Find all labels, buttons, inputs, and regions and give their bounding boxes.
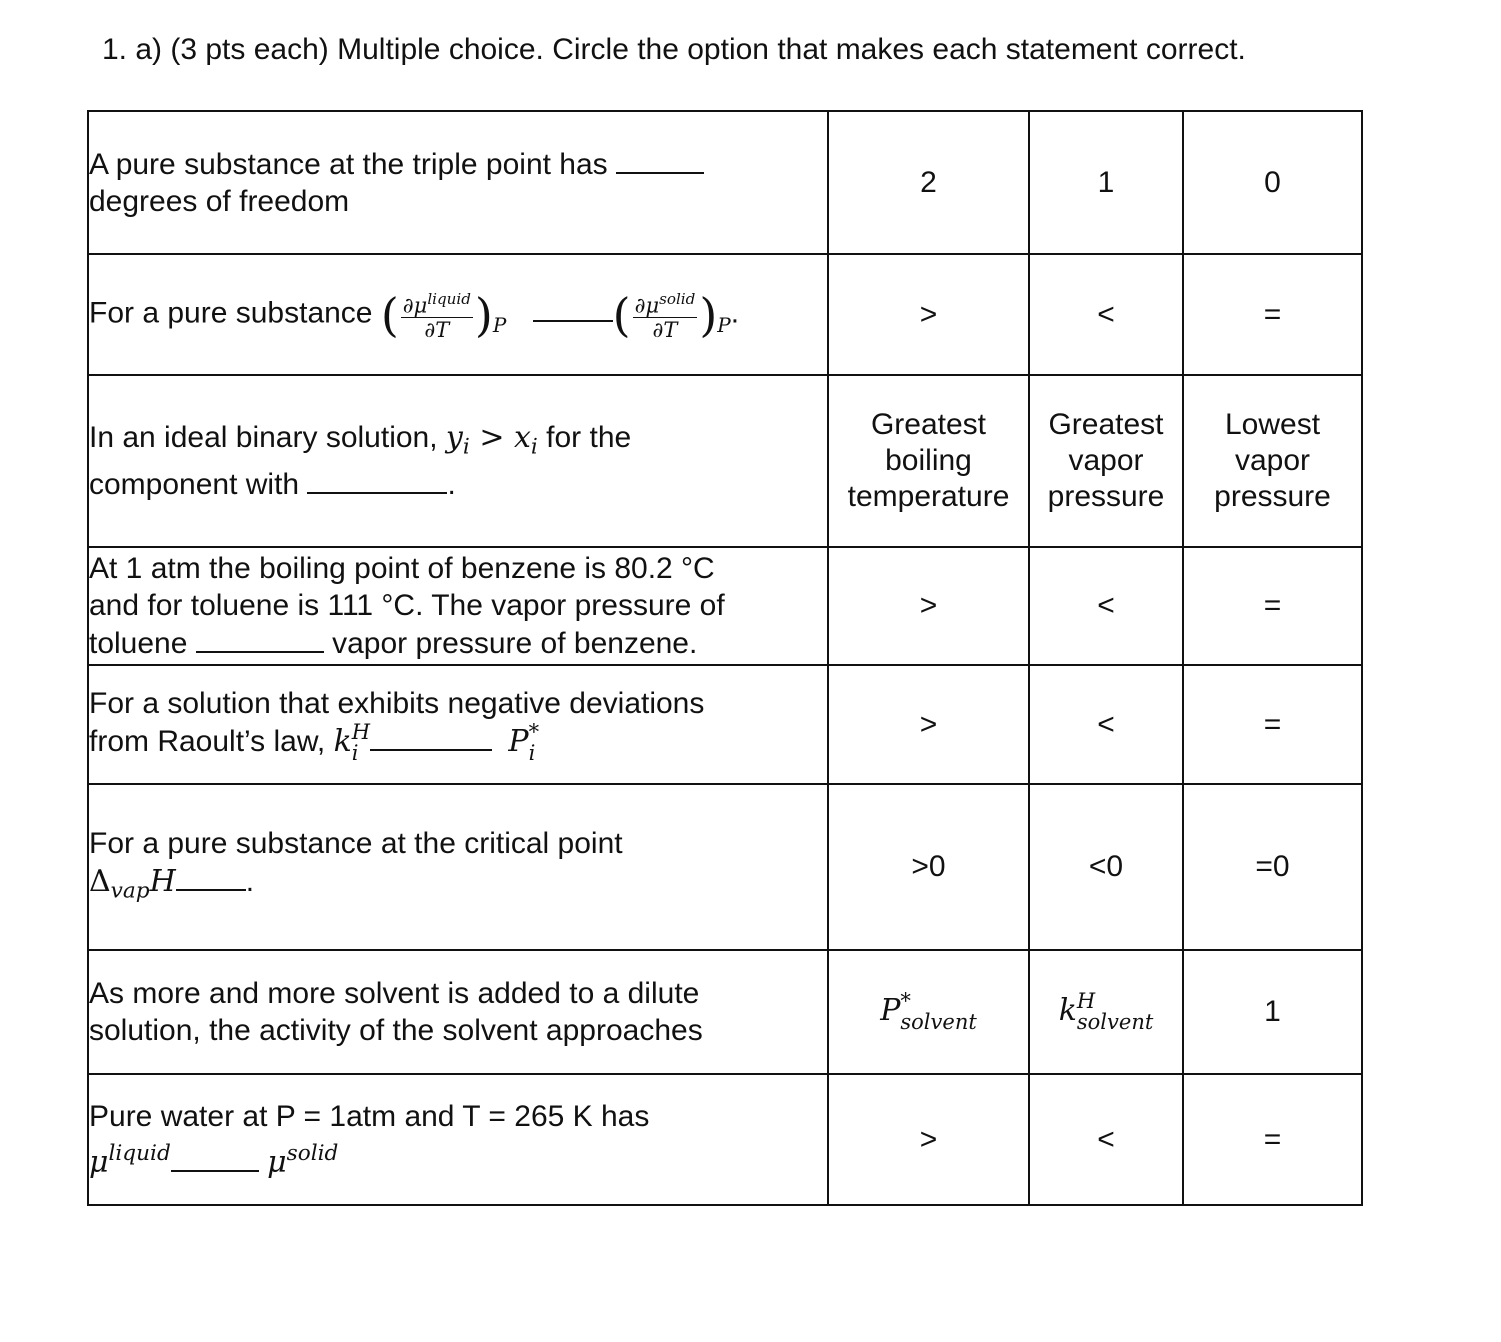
q3-option-c[interactable]: Lowest vapor pressure bbox=[1183, 375, 1362, 547]
q8-line-1: Pure water at P = 1atm and T = 265 K has bbox=[89, 1100, 650, 1134]
multiple-choice-table bbox=[87, 110, 1363, 1206]
q1-blank bbox=[616, 145, 704, 174]
q7-option-a[interactable]: P * solvent bbox=[828, 950, 1029, 1074]
q2-liquid-derivative: ( $\partial\mu^{liquid}$ ∂T ) P bbox=[380, 287, 507, 343]
question-1-statement bbox=[88, 111, 828, 254]
q7-line-2: solution, the activity of the solvent approaches bbox=[89, 1014, 703, 1047]
q6-option-c[interactable]: =0 bbox=[1183, 784, 1362, 950]
q8-mu-solid: $\mu^{solid}$ bbox=[267, 1141, 339, 1180]
question-5-statement bbox=[88, 665, 828, 784]
question-7-statement bbox=[88, 950, 828, 1074]
question-8-statement bbox=[88, 1074, 828, 1205]
q3-option-a[interactable]: Greatest boiling temperature bbox=[828, 375, 1029, 547]
question-row-4 bbox=[88, 547, 1362, 665]
q5-option-b[interactable]: < bbox=[1029, 665, 1183, 784]
q3-text: In an ideal binary solution, bbox=[89, 420, 438, 454]
q1-option-b[interactable]: 1 bbox=[1029, 111, 1183, 254]
q8-blank bbox=[171, 1143, 259, 1172]
question-2-statement: For a pure substance ( $\partial\mu^{liquid}$ ∂T ) P ( $\partial\mu^{solid}$ ∂T ) P . bbox=[88, 254, 828, 375]
q3-inequality: $y_i > x_i$ bbox=[445, 419, 538, 460]
q3-blank bbox=[307, 465, 447, 494]
q6-option-b[interactable]: <0 bbox=[1029, 784, 1183, 950]
q8-option-a[interactable]: > bbox=[828, 1074, 1029, 1205]
q8-option-c[interactable]: = bbox=[1183, 1074, 1362, 1205]
q3-text2: component with bbox=[89, 468, 308, 502]
q1-text2: degrees of freedom bbox=[89, 185, 350, 218]
q6-blank bbox=[176, 862, 246, 891]
question-row-5 bbox=[88, 665, 1362, 784]
q4-line-1: At 1 atm the boiling point of benzene is 80.2 °C bbox=[89, 552, 715, 585]
q5-blank bbox=[370, 722, 492, 751]
q5-line-1: For a solution that exhibits negative deviations bbox=[89, 687, 705, 720]
q3-option-b[interactable]: Greatest vapor pressure bbox=[1029, 375, 1183, 547]
q2-option-a[interactable]: > bbox=[828, 254, 1029, 375]
question-6-statement: For a pure substance at the critical point $\Delta_{vap}H$ . bbox=[88, 784, 828, 950]
q4-line-3b: vapor pressure of benzene. bbox=[323, 627, 698, 660]
q7-option-b[interactable]: k H solvent bbox=[1029, 950, 1183, 1074]
question-row-7 bbox=[88, 950, 1362, 1074]
q6-line-1: For a pure substance at the critical point bbox=[89, 826, 623, 860]
q4-line-3a: toluene bbox=[89, 627, 196, 660]
q4-option-b[interactable]: < bbox=[1029, 547, 1183, 665]
q6-option-a[interactable]: >0 bbox=[828, 784, 1029, 950]
q7-option-c[interactable]: 1 bbox=[1183, 950, 1362, 1074]
question-4-statement bbox=[88, 547, 828, 665]
q4-option-a[interactable]: > bbox=[828, 547, 1029, 665]
q5-option-c[interactable]: = bbox=[1183, 665, 1362, 784]
question-row-6 bbox=[88, 784, 1362, 950]
q1-option-c[interactable]: 0 bbox=[1183, 111, 1362, 254]
q4-option-c[interactable]: = bbox=[1183, 547, 1362, 665]
q8-option-b[interactable]: < bbox=[1029, 1074, 1183, 1205]
question-row-8 bbox=[88, 1074, 1362, 1205]
q2-option-c[interactable]: = bbox=[1183, 254, 1362, 375]
q2-blank bbox=[533, 293, 613, 322]
q5-line-2: from Raoult’s law, bbox=[89, 725, 326, 758]
q5-henry-constant: k H i bbox=[333, 720, 371, 765]
q4-blank bbox=[196, 624, 324, 653]
question-row-1 bbox=[88, 111, 1362, 254]
q6-enthalpy-vap: $\Delta_{vap}H$ bbox=[89, 863, 176, 904]
question-row-3 bbox=[88, 375, 1362, 547]
q1-option-a[interactable]: 2 bbox=[828, 111, 1029, 254]
question-heading: 1. a) (3 pts each) Multiple choice. Circle the option that makes each statement correct. bbox=[102, 33, 1246, 66]
q8-mu-liquid: $\mu^{liquid}$ bbox=[89, 1141, 171, 1180]
q4-line-2: and for toluene is 111 °C. The vapor pressure of bbox=[89, 589, 725, 622]
q7-line-1: As more and more solvent is added to a dilute bbox=[89, 977, 700, 1010]
q5-option-a[interactable]: > bbox=[828, 665, 1029, 784]
q2-text: For a pure substance bbox=[89, 296, 373, 330]
q2-option-b[interactable]: < bbox=[1029, 254, 1183, 375]
q2-solid-derivative: ( $\partial\mu^{solid}$ ∂T ) P bbox=[612, 287, 731, 343]
question-row-2 bbox=[88, 254, 1362, 375]
question-3-statement: In an ideal binary solution, $y_i > x_i$ for the component with . bbox=[88, 375, 828, 547]
q1-text: A pure substance at the triple point has bbox=[89, 148, 617, 181]
q5-vapor-pressure: P * i bbox=[508, 720, 540, 765]
